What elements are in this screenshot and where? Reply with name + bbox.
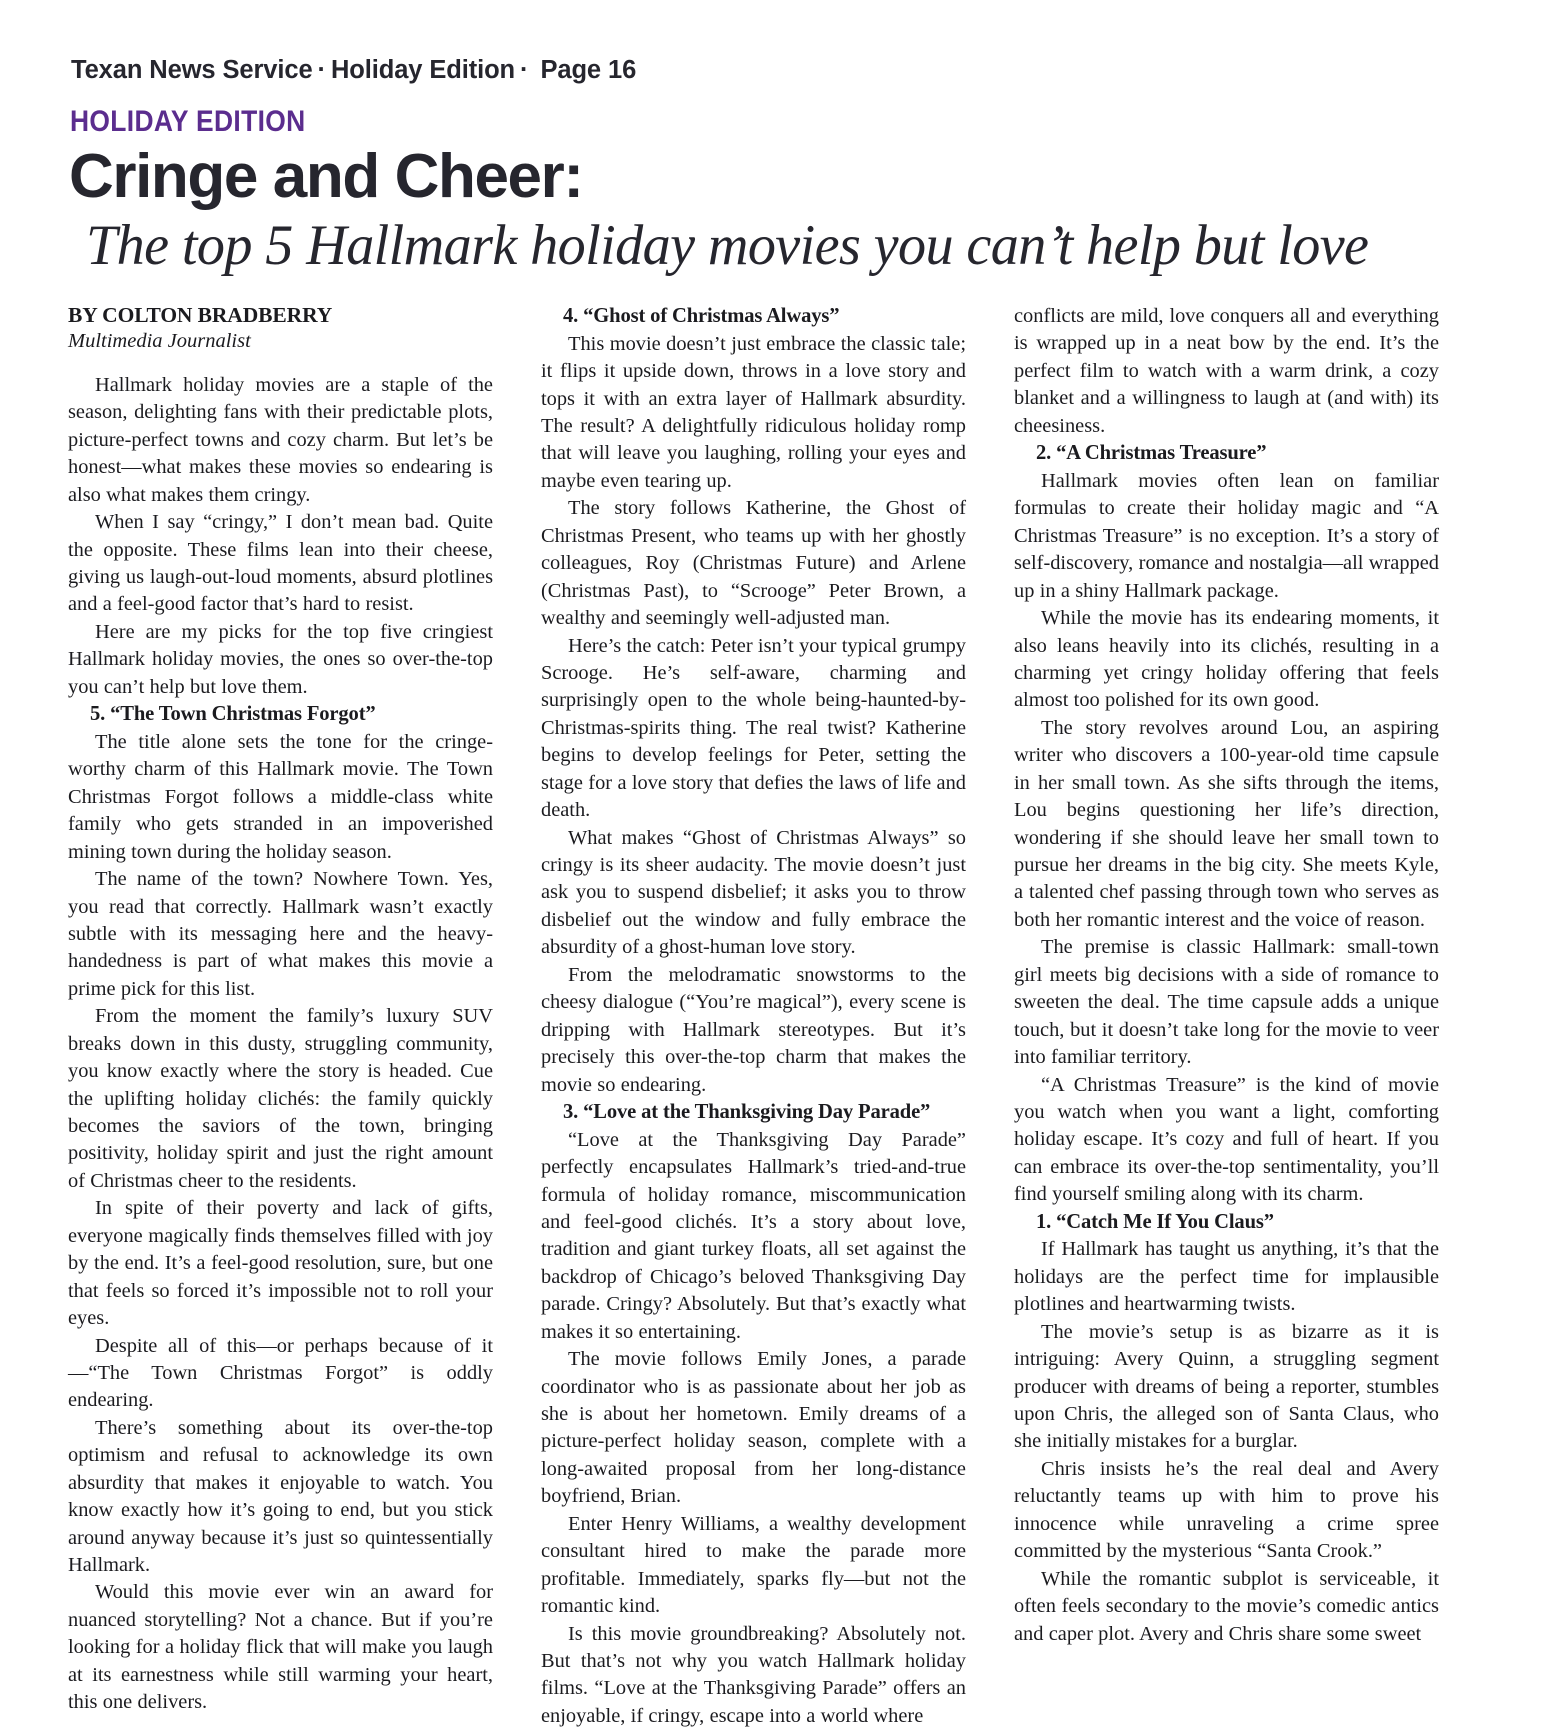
body-paragraph: The premise is classic Hallmark: small-town girl meets big decisions with a side of romance to sweeten the deal. The time capsule adds a unique touch, but it doesn’t take long for the movie to veer into familiar territory. — [1014, 936, 1439, 1069]
body-paragraph: In spite of their poverty and lack of gifts, everyone magically finds themselves filled with joy by the end. It’s a feel-good resolution, sure, but one that feels so forced it’s impossible not to roll your eyes. — [68, 1197, 493, 1330]
movie-entry-subhead: 3. “Love at the Thanksgiving Day Parade” — [563, 1100, 931, 1123]
masthead-edition: Holiday Edition — [330, 56, 516, 84]
body-paragraph: Would this movie ever win an award for nuanced storytelling? Not a chance. But if you’re looking for a holiday flick that will make you laugh at its earnestness while still warming your heart, this one delivers. — [68, 1581, 493, 1714]
body-paragraph: Is this movie groundbreaking? Absolutely not. But that’s not why you watch Hallmark holiday films. “Love at the Thanksgiving Parade” offers an enjoyable, if cringy, escape into a world where — [541, 1622, 966, 1727]
section-kicker: HOLIDAY EDITION — [70, 105, 306, 138]
body-paragraph: From the moment the family’s luxury SUV breaks down in this dusty, struggling community, you know exactly where the story is headed. Cue the uplifting holiday clichés: the family quickly becomes the saviors of the town, bringing positivity, holiday spirit and just the right amount of Christmas cheer to the residents. — [68, 1005, 493, 1192]
masthead-separator-1: · — [317, 56, 326, 84]
byline-role: Multimedia Journalist — [68, 330, 251, 353]
body-paragraph: “Love at the Thanksgiving Day Parade” perfectly encapsulates Hallmark’s tried-and-true formula of holiday romance, miscommunication and feel-good clichés. It’s a story about love, tradition and giant turkey floats, all set against the backdrop of Chicago’s beloved Thanksgiving Day parade. Cringy? Absolutely. But that’s exactly what makes it so entertaining. — [541, 1128, 966, 1343]
masthead — [71, 56, 1496, 85]
body-paragraph: If Hallmark has taught us anything, it’s that the holidays are the perfect time for implausible plotlines and heartwarming twists. — [1014, 1238, 1439, 1316]
column-2-body — [541, 303, 966, 1730]
byline-author: BY COLTON BRADBERRY — [68, 303, 333, 328]
column-1-body — [68, 372, 493, 1717]
body-paragraph: The name of the town? Nowhere Town. Yes, you read that correctly. Hallmark wasn’t exactly subtle with its messaging here and the heavy-handedness is part of what makes this movie a prime pick for this list. — [68, 868, 493, 1000]
masthead-publication: Texan News Service — [71, 56, 313, 84]
body-paragraph: The movie’s setup is as bizarre as it is intriguing: Avery Quinn, a struggling segment producer with dreams of being a reporter, stumbles upon Chris, the alleged son of Santa Claus, who she initially mistakes for a burglar. — [1014, 1320, 1439, 1453]
body-paragraph: From the melodramatic snowstorms to the cheesy dialogue (“You’re magical”), every scene is dripping with Hallmark stereotypes. But it’s precisely this over-the-top charm that makes the movie so endearing. — [541, 963, 966, 1096]
article-columns — [68, 303, 1496, 1730]
body-paragraph: When I say “cringy,” I don’t mean bad. Quite the opposite. These films lean into their cheese, giving us laugh-out-loud moments, absurd plotlines and a feel-good factor that’s hard to resist. — [68, 511, 493, 616]
body-paragraph: The story revolves around Lou, an aspiring writer who discovers a 100-year-old time capsule in her small town. As she sifts through the items, Lou begins questioning her life’s direction, wondering if she should leave her small town to pursue her dreams in the big city. She meets Kyle, a talented chef passing through town who serves as both her romantic interest and the voice of reason. — [1014, 716, 1439, 931]
column-3-body — [1014, 303, 1439, 1648]
body-paragraph: The movie follows Emily Jones, a parade coordinator who is as passionate about her job as she is about her hometown. Emily dreams of a picture-perfect holiday season, complete with a long-awaited proposal from her long-distance boyfriend, Brian. — [541, 1348, 966, 1508]
body-paragraph: The title alone sets the tone for the cringe-worthy charm of this Hallmark movie. The Town Christmas Forgot follows a middle-class white family who gets stranded in an impoverished mining town during the holiday season. — [68, 730, 493, 863]
body-paragraph: Chris insists he’s the real deal and Avery reluctantly teams up with him to prove his innocence while unraveling a crime spree committed by the mysterious “Santa Crook.” — [1014, 1457, 1439, 1563]
body-paragraph: Here are my picks for the top five cringiest Hallmark holiday movies, the ones so over-the-top you can’t help but love them. — [68, 620, 493, 698]
body-paragraph: conflicts are mild, love conquers all and everything is wrapped up in a neat bow by the end. It’s the perfect film to watch with a warm drink, a cozy blanket and a willingness to laugh at (and with) its cheesiness. — [1014, 305, 1439, 437]
body-paragraph: While the movie has its endearing moments, it also leans heavily into its clichés, resulting in a charming yet cringy holiday offering that feels almost too polished for its own good. — [1014, 607, 1439, 712]
body-paragraph: Here’s the catch: Peter isn’t your typical grumpy Scrooge. He’s self-aware, charming and surprisingly open to the whole being-haunted-by-Christmas-spirits thing. The real twist? Katherine begins to develop feelings for Peter, setting the stage for a love story that defies the laws of life and death. — [541, 634, 966, 822]
movie-entry-subhead: 4. “Ghost of Christmas Always” — [563, 305, 840, 328]
subheadline-deck: The top 5 Hallmark holiday movies you can’t help but love — [86, 214, 1369, 278]
article-column-3 — [1014, 303, 1439, 1648]
body-paragraph: Hallmark movies often lean on familiar formulas to create their holiday magic and “A Christmas Treasure” is no exception. It’s a story of self-discovery, romance and nostalgia—all wrapped up in a shiny Hallmark package. — [1014, 469, 1439, 602]
body-paragraph: This movie doesn’t just embrace the classic tale; it flips it upside down, throws in a love story and tops it with an extra layer of Hallmark absurdity. The result? A delightfully ridiculous holiday romp that will leave you laughing, rolling your eyes and maybe even tearing up. — [541, 332, 966, 492]
movie-entry-subhead: 2. “A Christmas Treasure” — [1036, 442, 1267, 465]
body-paragraph: Despite all of this—or perhaps because of it—“The Town Christmas Forgot” is oddly endearing. — [68, 1334, 493, 1412]
body-paragraph: While the romantic subplot is serviceable, it often feels secondary to the movie’s comedic antics and caper plot. Avery and Chris share some sweet — [1014, 1567, 1439, 1645]
movie-entry-subhead: 5. “The Town Christmas Forgot” — [90, 703, 376, 726]
body-paragraph: The story follows Katherine, the Ghost of Christmas Present, who teams up with her ghostly colleagues, Roy (Christmas Future) and Arlene (Christmas Past), to “Scrooge” Peter Brown, a wealthy and seemingly well-adjusted man. — [541, 497, 966, 630]
masthead-separator-2: · — [520, 56, 529, 84]
body-paragraph: There’s something about its over-the-top optimism and refusal to acknowledge its own absurdity that makes it enjoyable to watch. You know exactly how it’s going to end, but you stick around anyway because it’s just so quintessentially Hallmark. — [68, 1416, 493, 1577]
body-paragraph: Enter Henry Williams, a wealthy development consultant hired to make the parade more profitable. Immediately, sparks fly—but not the romantic kind. — [541, 1512, 966, 1618]
article-column-1 — [68, 303, 493, 1717]
masthead-page-number: Page 16 — [540, 56, 637, 84]
body-paragraph: “A Christmas Treasure” is the kind of movie you watch when you want a light, comforting holiday escape. It’s cozy and full of heart. If you can embrace its over-the-top sentimentality, you’ll find yourself smiling along with its charm. — [1014, 1073, 1439, 1206]
article-column-2 — [541, 303, 966, 1730]
movie-entry-subhead: 1. “Catch Me If You Claus” — [1036, 1210, 1274, 1233]
body-paragraph: What makes “Ghost of Christmas Always” so cringy is its sheer audacity. The movie doesn’t just ask you to suspend disbelief; it asks you to throw disbelief out the window and fully embrace the absurdity of a ghost-human love story. — [541, 826, 966, 959]
page-title: Cringe and Cheer: — [69, 142, 583, 211]
body-paragraph: Hallmark holiday movies are a staple of the season, delighting fans with their predictable plots, picture-perfect towns and cozy charm. But let’s be honest—what makes these movies so endearing is also what makes them cringy. — [68, 373, 493, 506]
